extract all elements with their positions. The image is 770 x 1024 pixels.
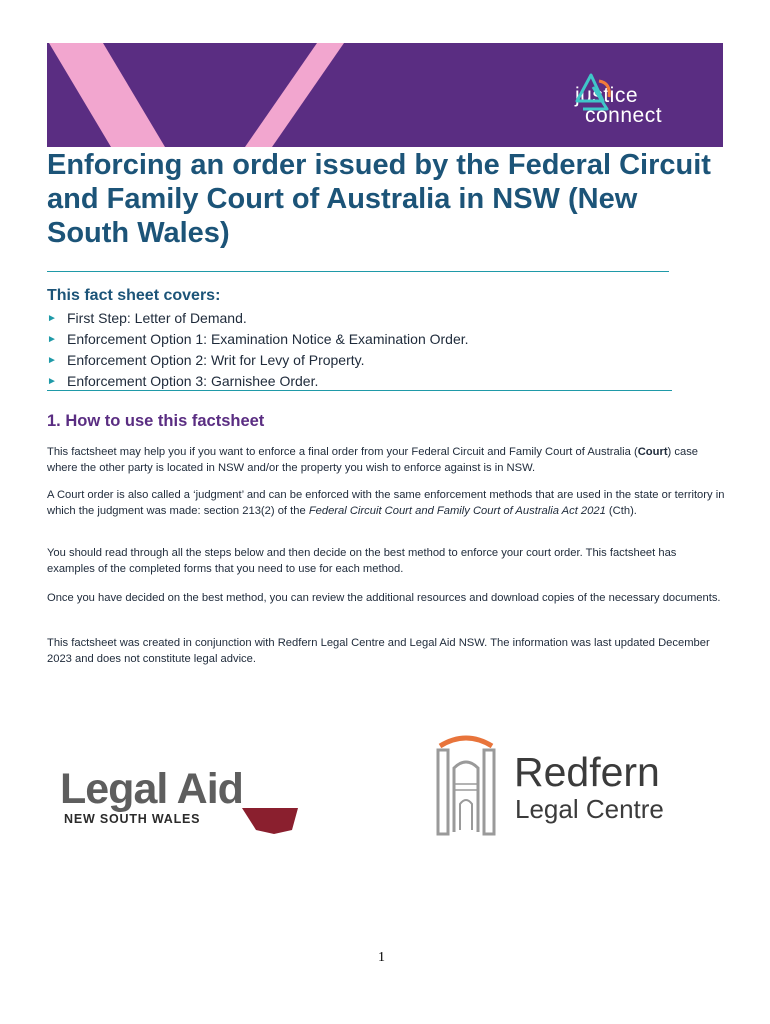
banner-stripe-left — [49, 43, 165, 147]
legal-aid-logo-text: Legal Aid — [60, 765, 243, 813]
covers-divider — [47, 390, 672, 391]
covers-list — [47, 308, 469, 392]
justice-connect-word-2: connect — [585, 104, 663, 127]
redfern-building-icon — [430, 732, 510, 842]
redfern-logo-text: Redfern — [514, 749, 660, 795]
banner-stripe-right — [245, 43, 344, 147]
page-title: Enforcing an order issued by the Federal Circuit and Family Court of Australia in NSW (New South Wales) — [47, 149, 711, 249]
legal-aid-logo-subtext: NEW SOUTH WALES — [64, 812, 201, 826]
legal-aid-logo — [60, 765, 305, 838]
page-number: 1 — [378, 950, 385, 965]
justice-connect-word-1: justice — [575, 84, 639, 107]
list-item: ► Enforcement Option 1: Examination Notice & Examination Order. — [47, 329, 469, 350]
paragraph-resources: Once you have decided on the best method, you can review the additional resources and download copies of the necessary documents. — [47, 592, 721, 604]
title-divider — [47, 271, 669, 272]
redfern-legal-centre-logo — [430, 732, 700, 842]
header-banner — [47, 43, 723, 147]
bullet-arrow-icon: ► — [47, 313, 57, 324]
redfern-logo-subtext: Legal Centre — [515, 794, 664, 824]
legal-aid-mark-icon — [60, 765, 305, 838]
list-item: ► Enforcement Option 3: Garnishee Order. — [47, 371, 469, 392]
bullet-arrow-icon: ► — [47, 355, 57, 366]
covers-heading: This fact sheet covers: — [47, 287, 221, 304]
paragraph-intro: This factsheet may help you if you want to enforce a final order from your Federal Circuit and Family Court of Australia (Court) case where the other party is located in NSW and/or the property you wish to enforce against is in NSW. — [47, 446, 699, 474]
paragraph-read-steps: You should read through all the steps below and then decide on the best method to enforce your court order. This factsheet has examples of the completed forms that you need to use for each method. — [47, 547, 677, 575]
bullet-arrow-icon: ► — [47, 376, 57, 387]
list-item: ► Enforcement Option 2: Writ for Levy of Property. — [47, 350, 469, 371]
paragraph-credits: This factsheet was created in conjunction with Redfern Legal Centre and Legal Aid NSW. The information was last updated December 2023 and does not constitute legal advice. — [47, 637, 710, 665]
justice-connect-logo — [569, 71, 709, 131]
bullet-arrow-icon: ► — [47, 334, 57, 345]
paragraph-judgment: A Court order is also called a ‘judgment’ and can be enforced with the same enforcement methods that are used in the state or territory in which the judgment was made: section 213(2) of the Federal Circuit Court and Family Court of Australia Act 2021 (Cth). — [47, 489, 725, 517]
justice-connect-mark-icon — [569, 71, 619, 115]
list-item: ► First Step: Letter of Demand. — [47, 308, 469, 329]
section-heading: 1. How to use this factsheet — [47, 412, 265, 430]
